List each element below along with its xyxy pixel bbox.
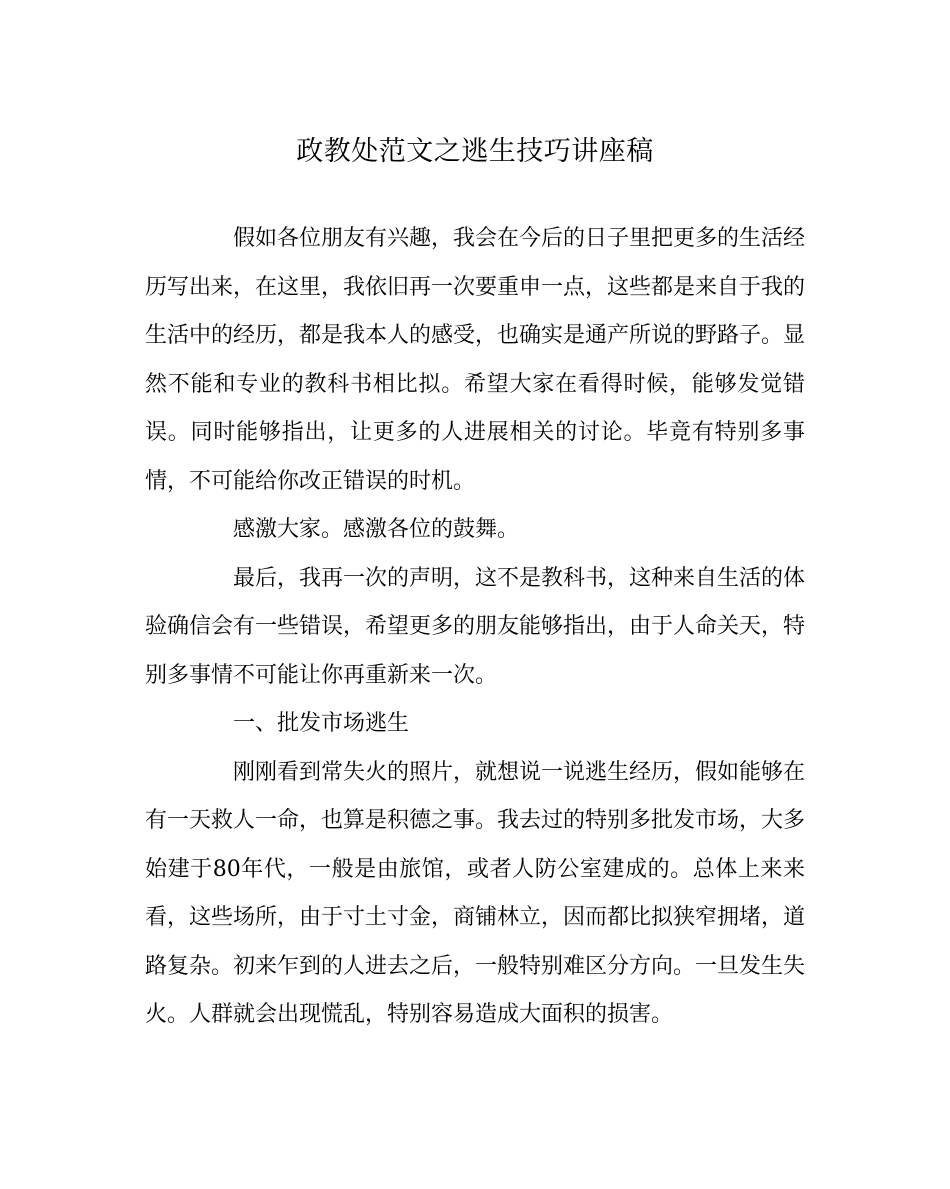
- paragraph-thanks: 感激大家。感激各位的鼓舞。: [233, 517, 520, 542]
- paragraph-market-escape: 刚刚看到常失火的照片，就想说一说逃生经历，假如能够在有一天救人一命，也算是积德之事。我去过的特别多批发市场，大多始建于80年代，一般是由旅馆，或者人防公室建成的。总体上来来看，这些场所，由于寸土寸金，商铺林立，因而都比拟狭窄拥堵，道路复杂。初来乍到的人进去之后，一般特别难区分方向。一旦发生失火。人群就会出现慌乱，特别容易造成大面积的损害。: [145, 759, 806, 1027]
- document-title: 政教处范文之逃生技巧讲座稿: [296, 136, 654, 167]
- paragraph-intro: 假如各位朋友有兴趣，我会在今后的日子里把更多的生活经历写出来，在这里，我依旧再一次要重申一点，这些都是来自于我的生活中的经历，都是我本人的感受，也确实是通产所说的野路子。显然不能和专业的教科书相比拟。希望大家在看得时候，能够发觉错误。同时能够指出，让更多的人进展相关的讨论。毕竟有特别多事情，不可能给你改正错误的时机。: [145, 226, 806, 494]
- paragraph-disclaimer: 最后，我再一次的声明，这不是教科书，这种来自生活的体验确信会有一些错误，希望更多的朋友能够指出，由于人命关天，特别多事情不可能让你再重新来一次。: [145, 565, 806, 688]
- section-heading-market-escape: 一、批发市场逃生: [233, 711, 410, 736]
- document-body: [145, 215, 805, 1040]
